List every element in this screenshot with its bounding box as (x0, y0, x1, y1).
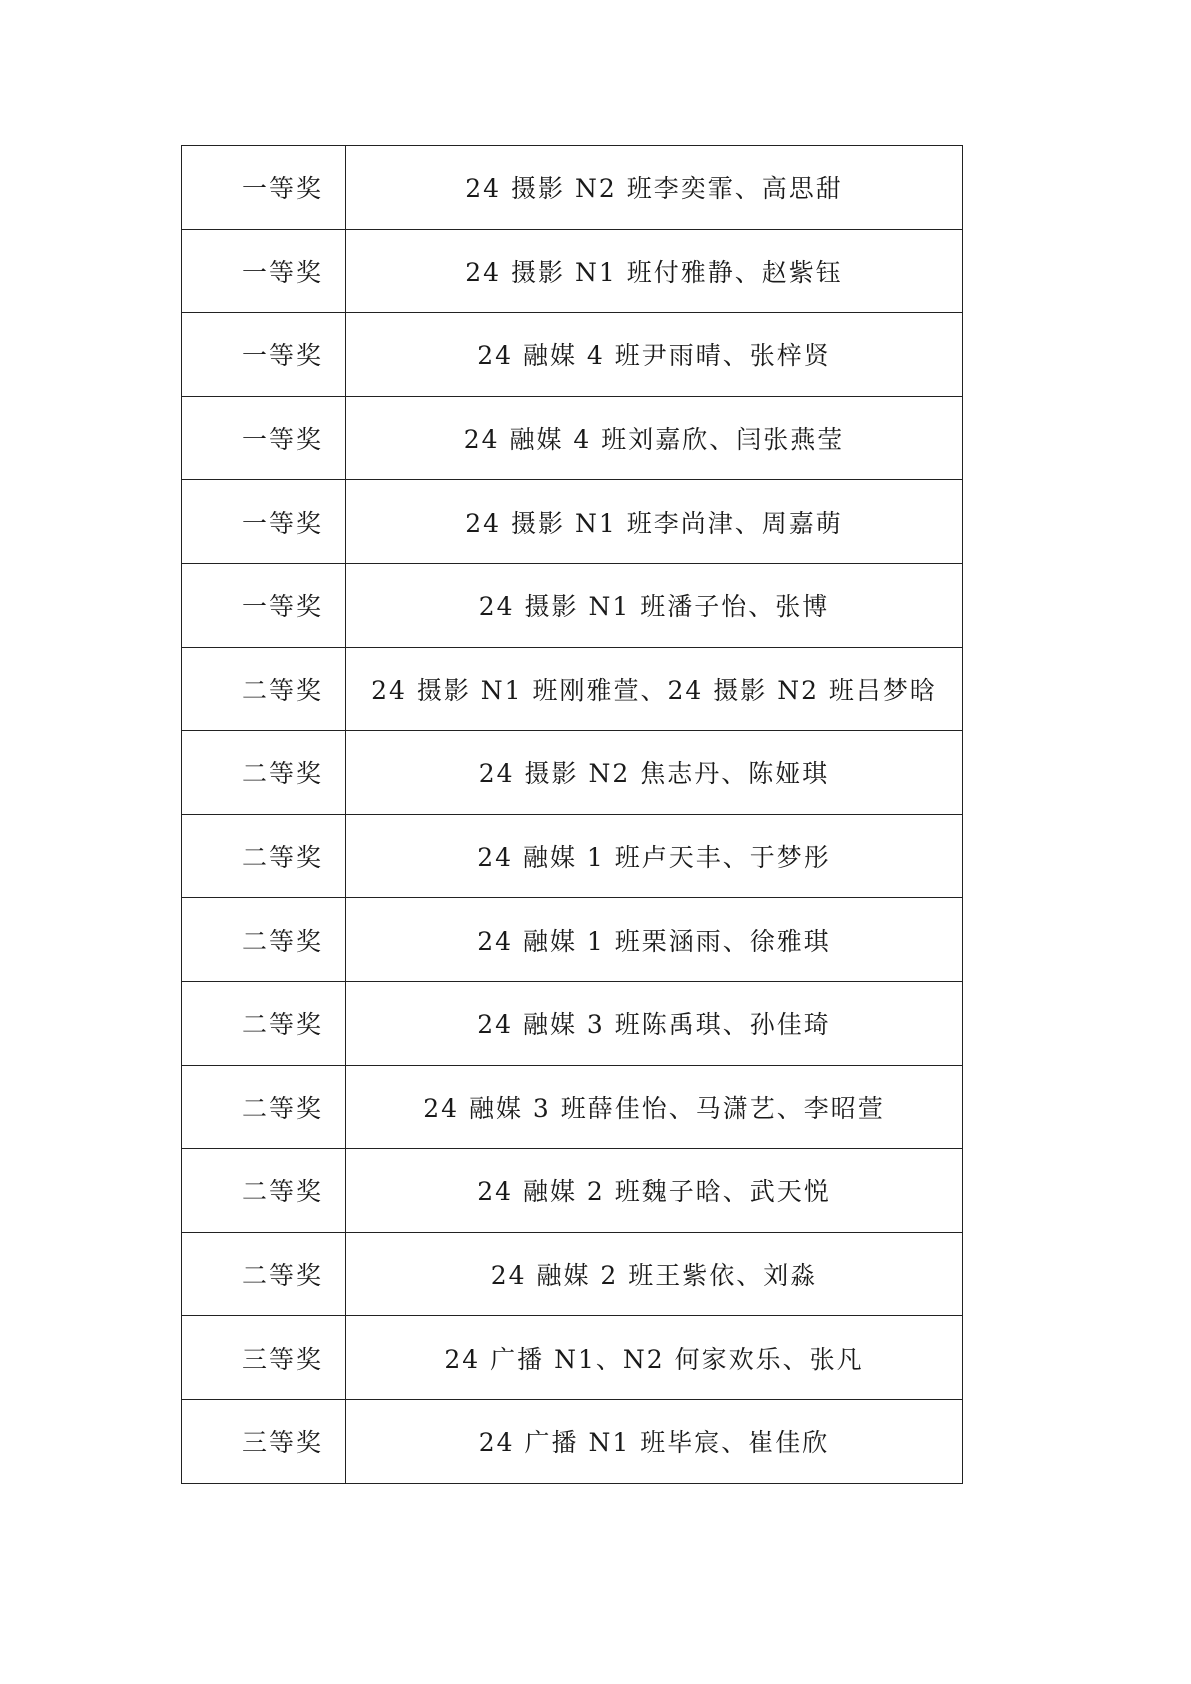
winners-cell: 24 广播 N1 班毕宸、崔佳欣 (346, 1399, 963, 1483)
table-row (182, 814, 963, 898)
table-row (182, 563, 963, 647)
table-row (182, 1065, 963, 1149)
winners-cell: 24 摄影 N1 班李尚津、周嘉萌 (346, 480, 963, 564)
winners-cell: 24 融媒 2 班王紫依、刘淼 (346, 1232, 963, 1316)
winners-cell: 24 融媒 3 班陈禹琪、孙佳琦 (346, 981, 963, 1065)
award-level-cell: 一等奖 (182, 563, 346, 647)
winners-cell: 24 摄影 N1 班付雅静、赵紫钰 (346, 229, 963, 313)
award-level-cell: 二等奖 (182, 898, 346, 982)
winners-cell: 24 融媒 4 班尹雨晴、张梓贤 (346, 313, 963, 397)
winners-cell: 24 摄影 N2 焦志丹、陈娅琪 (346, 731, 963, 815)
table-row (182, 1316, 963, 1400)
award-level-cell: 一等奖 (182, 480, 346, 564)
winners-cell: 24 摄影 N1 班潘子怡、张博 (346, 563, 963, 647)
winners-cell: 24 融媒 1 班卢天丰、于梦彤 (346, 814, 963, 898)
award-table-body (182, 146, 963, 1484)
table-row (182, 480, 963, 564)
table-row (182, 396, 963, 480)
table-row (182, 229, 963, 313)
award-level-cell: 三等奖 (182, 1399, 346, 1483)
table-row (182, 1232, 963, 1316)
table-row (182, 146, 963, 230)
table-row (182, 731, 963, 815)
award-level-cell: 二等奖 (182, 814, 346, 898)
award-level-cell: 二等奖 (182, 1149, 346, 1233)
winners-cell: 24 融媒 1 班栗涵雨、徐雅琪 (346, 898, 963, 982)
award-level-cell: 二等奖 (182, 647, 346, 731)
table-row (182, 981, 963, 1065)
winners-cell: 24 融媒 4 班刘嘉欣、闫张燕莹 (346, 396, 963, 480)
winners-cell: 24 广播 N1、N2 何家欢乐、张凡 (346, 1316, 963, 1400)
award-level-cell: 一等奖 (182, 396, 346, 480)
award-level-cell: 二等奖 (182, 1232, 346, 1316)
table-row (182, 647, 963, 731)
table-row (182, 1399, 963, 1483)
table-row (182, 313, 963, 397)
award-level-cell: 一等奖 (182, 146, 346, 230)
winners-cell: 24 融媒 2 班魏子晗、武天悦 (346, 1149, 963, 1233)
award-table (181, 145, 963, 1484)
winners-cell: 24 融媒 3 班薛佳怡、马潇艺、李昭萱 (346, 1065, 963, 1149)
winners-cell: 24 摄影 N2 班李奕霏、高思甜 (346, 146, 963, 230)
award-level-cell: 二等奖 (182, 731, 346, 815)
award-level-cell: 二等奖 (182, 981, 346, 1065)
winners-cell: 24 摄影 N1 班刚雅萱、24 摄影 N2 班吕梦晗 (346, 647, 963, 731)
table-row (182, 898, 963, 982)
award-level-cell: 一等奖 (182, 313, 346, 397)
award-level-cell: 二等奖 (182, 1065, 346, 1149)
table-row (182, 1149, 963, 1233)
award-level-cell: 三等奖 (182, 1316, 346, 1400)
award-level-cell: 一等奖 (182, 229, 346, 313)
